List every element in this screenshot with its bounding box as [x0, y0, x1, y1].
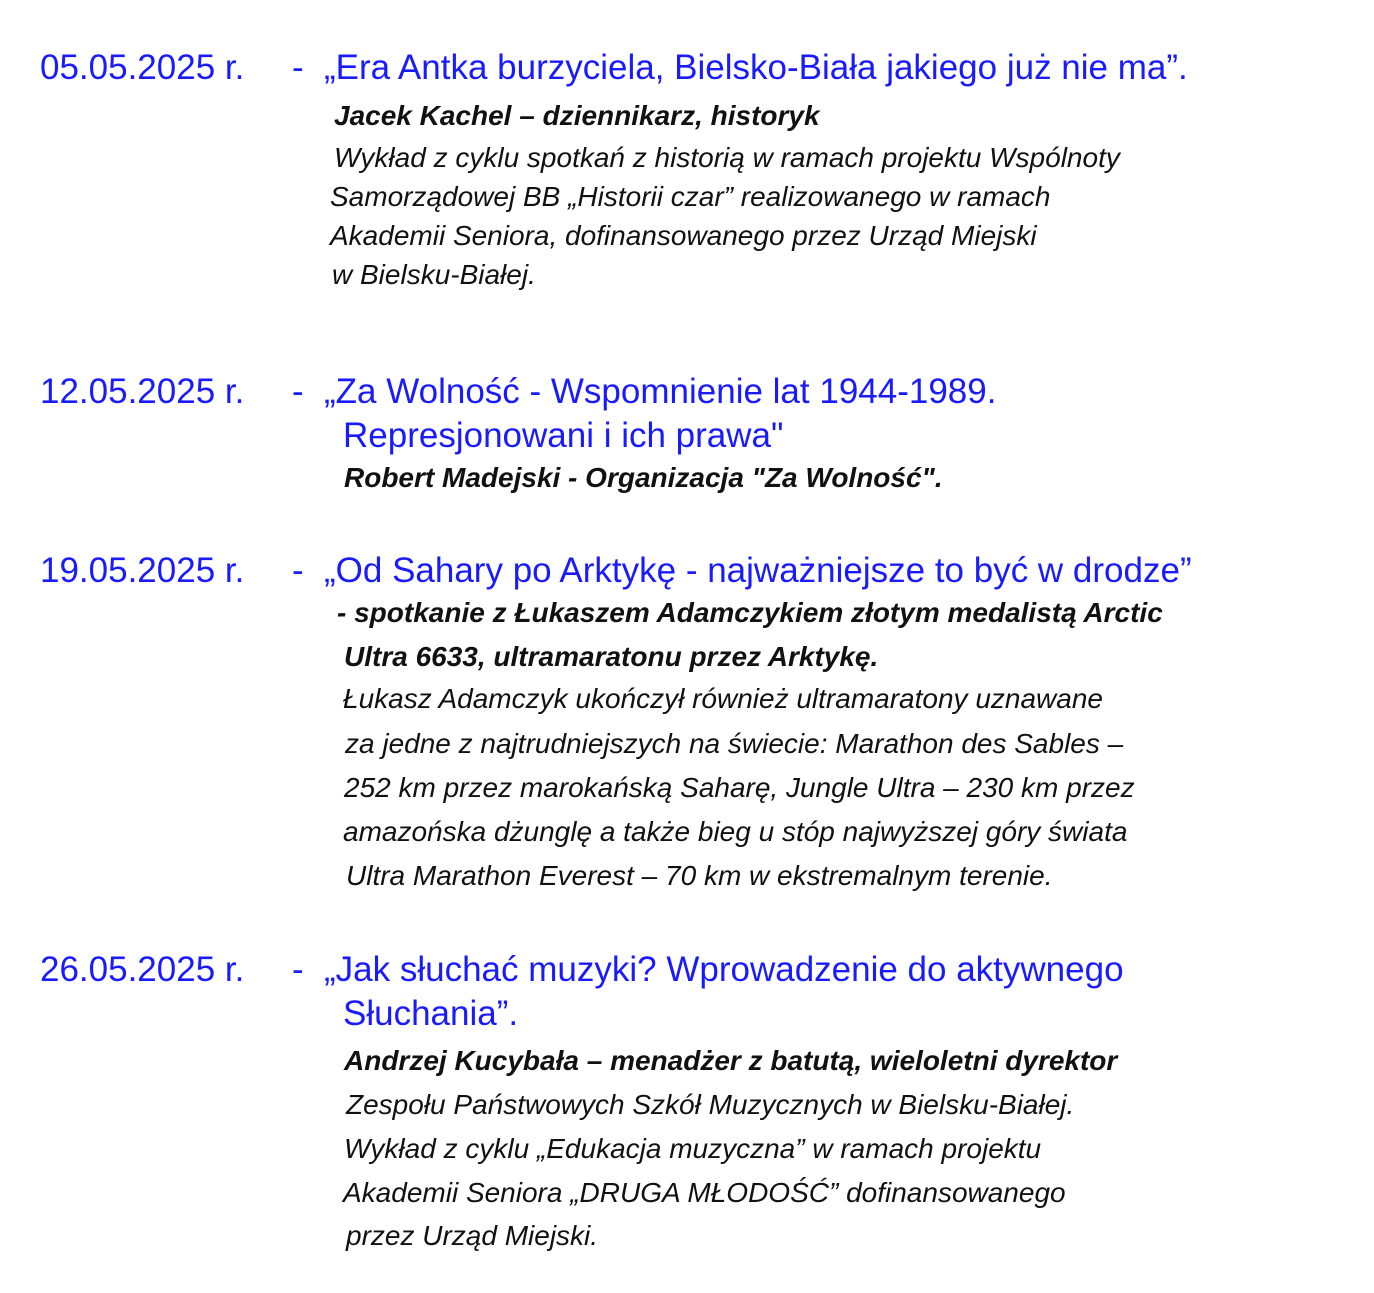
event-description-line: Ultra Marathon Everest – 70 km w ekstremalnym terenie. — [346, 860, 1053, 891]
event-speaker: Jacek Kachel – dziennikarz, historyk — [334, 100, 820, 131]
event-description-line: 252 km przez marokańską Saharę, Jungle Ultra – 230 km przez — [344, 772, 1135, 803]
event-title: „Jak słuchać muzyki? Wprowadzenie do aktywnego — [324, 950, 1124, 989]
event-title: „Za Wolność - Wspomnienie lat 1944-1989. — [324, 372, 997, 411]
event-description-line: Zespołu Państwowych Szkół Muzycznych w Bielsku-Białej. — [346, 1089, 1075, 1120]
event-date: 12.05.2025 r. — [40, 372, 245, 411]
event-dash: - — [292, 551, 304, 590]
event-speaker: Andrzej Kucybała – menadżer z batutą, wieloletni dyrektor — [344, 1045, 1118, 1076]
event-speaker: Robert Madejski - Organizacja "Za Wolność". — [344, 462, 943, 493]
event-description-line: Wykład z cyklu spotkań z historią w ramach projektu Wspólnoty — [334, 142, 1120, 173]
event-title: „Era Antka burzyciela, Bielsko-Biała jakiego już nie ma”. — [324, 48, 1188, 87]
event-title: Represjonowani i ich prawa" — [343, 416, 784, 455]
event-dash: - — [292, 48, 304, 87]
event-date: 26.05.2025 r. — [40, 950, 245, 989]
event-description-line: Akademii Seniora, dofinansowanego przez Urząd Miejski — [330, 220, 1037, 251]
event-dash: - — [292, 372, 304, 411]
event-dash: - — [292, 950, 304, 989]
event-description-line: za jedne z najtrudniejszych na świecie: Marathon des Sables – — [345, 728, 1124, 759]
event-speaker: - spotkanie z Łukaszem Adamczykiem złotym medalistą Arctic — [337, 597, 1163, 628]
event-description-line: Wykład z cyklu „Edukacja muzyczna” w ramach projektu — [344, 1133, 1042, 1164]
event-speaker: Ultra 6633, ultramaratonu przez Arktykę. — [344, 641, 879, 672]
event-description-line: Samorządowej BB „Historii czar” realizowanego w ramach — [330, 181, 1051, 212]
event-date: 05.05.2025 r. — [40, 48, 245, 87]
event-description-line: Łukasz Adamczyk ukończył również ultramaratony uznawane — [343, 683, 1103, 714]
event-description-line: przez Urząd Miejski. — [346, 1220, 599, 1251]
event-description-line: Akademii Seniora „DRUGA MŁODOŚĆ” dofinansowanego — [343, 1177, 1066, 1208]
event-title: „Od Sahary po Arktykę - najważniejsze to być w drodze” — [324, 551, 1192, 590]
event-description-line: w Bielsku-Białej. — [332, 259, 536, 290]
event-title: Słuchania”. — [343, 994, 519, 1033]
event-description-line: amazońska dżunglę a także bieg u stóp najwyższej góry świata — [343, 816, 1128, 847]
event-date: 19.05.2025 r. — [40, 551, 245, 590]
